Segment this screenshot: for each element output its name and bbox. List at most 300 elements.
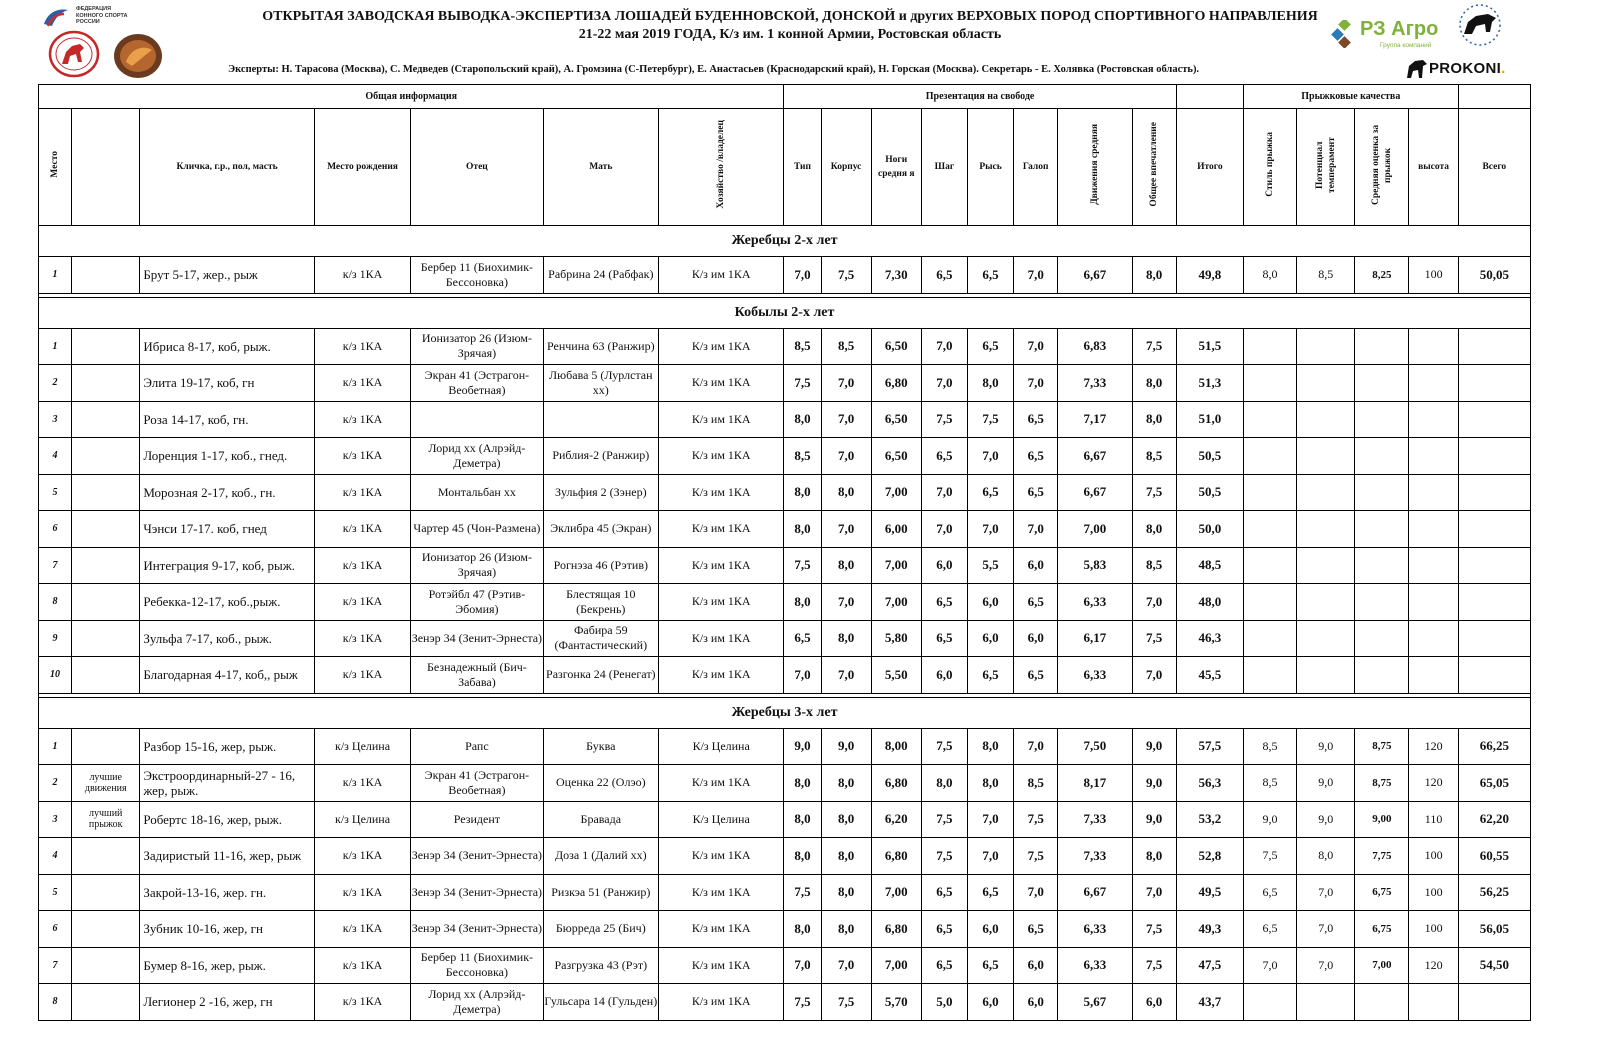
row-place: 2 <box>39 365 72 402</box>
row-total: 56,25 <box>1458 874 1530 911</box>
row-owner: К/з им 1КА <box>658 401 783 438</box>
table-row <box>39 474 1531 511</box>
table-row <box>39 584 1531 621</box>
row-type: 8,5 <box>784 328 821 365</box>
row-total <box>1458 620 1530 657</box>
row-father: Зенэр 34 (Зенит-Эрнеста) <box>411 620 543 657</box>
table-row <box>39 947 1531 984</box>
group-total-spacer <box>1458 85 1530 109</box>
row-owner: К/з им 1КА <box>658 657 783 694</box>
row-name: Брут 5-17, жер., рыж <box>140 257 315 294</box>
col-legs: Ноги средня я <box>871 109 921 226</box>
row-place: 3 <box>39 401 72 438</box>
row-height: 120 <box>1409 947 1458 984</box>
row-name: Зубник 10-16, жер, гн <box>140 911 315 948</box>
row-body: 8,5 <box>821 328 871 365</box>
row-body: 7,0 <box>821 511 871 548</box>
row-subtotal: 46,3 <box>1176 620 1243 657</box>
row-name: Бумер 8-16, жер, рыж. <box>140 947 315 984</box>
row-jump-avg <box>1355 328 1409 365</box>
row-gallop: 7,0 <box>1014 365 1058 402</box>
row-trot: 7,0 <box>967 438 1013 475</box>
row-impression: 8,5 <box>1132 438 1176 475</box>
row-birthplace: к/з 1КА <box>314 947 410 984</box>
row-trot: 6,0 <box>967 911 1013 948</box>
row-jump-style <box>1243 365 1296 402</box>
row-name: Ибриса 8-17, коб, рыж. <box>140 328 315 365</box>
row-jump-style: 9,0 <box>1243 801 1296 838</box>
row-jump-avg: 8,75 <box>1355 728 1409 765</box>
row-owner: К/з Целина <box>658 801 783 838</box>
row-height <box>1409 365 1458 402</box>
row-total: 56,05 <box>1458 911 1530 948</box>
row-name: Лоренция 1-17, коб., гнед. <box>140 438 315 475</box>
row-height <box>1409 438 1458 475</box>
title-line-2: 21-22 мая 2019 ГОДА, К/з им. 1 конной Армии, Ростовская область <box>578 27 1002 42</box>
row-total: 50,05 <box>1458 257 1530 294</box>
row-place: 3 <box>39 801 72 838</box>
row-father: Бербер 11 (Биохимик-Бессоновка) <box>411 257 543 294</box>
row-jump-avg <box>1355 547 1409 584</box>
row-mother: Фабира 59 (Фантастический) <box>543 620 658 657</box>
row-place: 6 <box>39 511 72 548</box>
row-trot: 8,0 <box>967 365 1013 402</box>
row-type: 8,0 <box>784 474 821 511</box>
col-owner: Хозяйство /владелец <box>658 109 783 226</box>
table-row <box>39 401 1531 438</box>
red-horse-emblem-icon <box>48 30 100 78</box>
row-impression: 8,0 <box>1132 838 1176 875</box>
results-body <box>39 226 1531 1021</box>
row-mother: Ренчина 63 (Ранжир) <box>543 328 658 365</box>
row-trot: 6,0 <box>967 584 1013 621</box>
row-walk: 6,5 <box>921 620 967 657</box>
row-height: 100 <box>1409 257 1458 294</box>
row-mother: Блестящая 10 (Бекрень) <box>543 584 658 621</box>
row-legs: 7,00 <box>871 584 921 621</box>
row-note <box>72 547 140 584</box>
row-subtotal: 50,5 <box>1176 474 1243 511</box>
row-note <box>72 474 140 511</box>
row-walk: 7,5 <box>921 401 967 438</box>
row-impression: 7,5 <box>1132 328 1176 365</box>
row-name: Экстроординарный-27 - 16, жер, рыж. <box>140 765 315 802</box>
row-trot: 7,0 <box>967 511 1013 548</box>
row-trot: 6,5 <box>967 657 1013 694</box>
group-general: Общая информация <box>39 85 784 109</box>
section-header <box>39 697 1531 728</box>
row-total: 66,25 <box>1458 728 1530 765</box>
row-owner: К/з им 1КА <box>658 765 783 802</box>
row-name: Разбор 15-16, жер, рыж. <box>140 728 315 765</box>
section-header <box>39 226 1531 257</box>
row-movement-avg: 6,33 <box>1058 584 1132 621</box>
row-legs: 7,00 <box>871 874 921 911</box>
row-note <box>72 438 140 475</box>
section-title: Жеребцы 2-х лет <box>39 226 1531 257</box>
row-trot: 7,5 <box>967 401 1013 438</box>
row-jump-avg <box>1355 657 1409 694</box>
row-owner: К/з им 1КА <box>658 511 783 548</box>
row-body: 7,0 <box>821 401 871 438</box>
row-note <box>72 620 140 657</box>
row-place: 7 <box>39 947 72 984</box>
row-birthplace: к/з 1КА <box>314 984 410 1021</box>
group-jumping: Прыжковые качества <box>1243 85 1458 109</box>
row-mother: Оценка 22 (Олэо) <box>543 765 658 802</box>
col-total: Всего <box>1458 109 1530 226</box>
row-movement-avg: 6,17 <box>1058 620 1132 657</box>
row-gallop: 8,5 <box>1014 765 1058 802</box>
row-owner: К/з Целина <box>658 728 783 765</box>
row-height: 100 <box>1409 874 1458 911</box>
row-body: 8,0 <box>821 474 871 511</box>
row-body: 8,0 <box>821 765 871 802</box>
row-type: 8,0 <box>784 765 821 802</box>
rz-agro-subtitle: Группа компаний <box>1380 42 1432 49</box>
row-walk: 6,5 <box>921 584 967 621</box>
col-father: Отец <box>411 109 543 226</box>
row-gallop: 7,5 <box>1014 801 1058 838</box>
col-jump-style: Стиль прыжка <box>1243 109 1296 226</box>
row-height <box>1409 401 1458 438</box>
row-impression: 7,5 <box>1132 947 1176 984</box>
row-gallop: 6,0 <box>1014 620 1058 657</box>
row-total: 60,55 <box>1458 838 1530 875</box>
row-body: 7,5 <box>821 257 871 294</box>
row-owner: К/з им 1КА <box>658 874 783 911</box>
table-row <box>39 328 1531 365</box>
row-subtotal: 51,0 <box>1176 401 1243 438</box>
row-impression: 8,0 <box>1132 401 1176 438</box>
brown-circle-emblem-icon <box>112 32 164 80</box>
table-row <box>39 257 1531 294</box>
row-body: 7,0 <box>821 947 871 984</box>
row-jump-style <box>1243 511 1296 548</box>
row-type: 7,0 <box>784 947 821 984</box>
row-subtotal: 51,5 <box>1176 328 1243 365</box>
table-row <box>39 984 1531 1021</box>
row-height <box>1409 328 1458 365</box>
row-owner: К/з им 1КА <box>658 838 783 875</box>
row-height <box>1409 984 1458 1021</box>
table-row <box>39 511 1531 548</box>
row-movement-avg: 7,00 <box>1058 511 1132 548</box>
row-walk: 5,0 <box>921 984 967 1021</box>
row-place: 8 <box>39 984 72 1021</box>
row-jump-style: 7,0 <box>1243 947 1296 984</box>
row-birthplace: к/з 1КА <box>314 620 410 657</box>
row-name: Ребекка-12-17, коб.,рыж. <box>140 584 315 621</box>
row-owner: К/з им 1КА <box>658 947 783 984</box>
row-jump-style <box>1243 584 1296 621</box>
row-body: 7,0 <box>821 657 871 694</box>
row-jump-style: 6,5 <box>1243 911 1296 948</box>
row-impression: 6,0 <box>1132 984 1176 1021</box>
group-spacer <box>1176 85 1243 109</box>
col-temperament: Потенциал темперамент <box>1297 109 1355 226</box>
row-owner: К/з им 1КА <box>658 547 783 584</box>
table-row <box>39 801 1531 838</box>
row-jump-style <box>1243 620 1296 657</box>
table-row <box>39 657 1531 694</box>
row-mother: Гульсара 14 (Гульден) <box>543 984 658 1021</box>
row-legs: 6,80 <box>871 838 921 875</box>
fks-emblem-icon <box>42 6 70 28</box>
row-gallop: 7,0 <box>1014 257 1058 294</box>
row-type: 8,0 <box>784 838 821 875</box>
row-height <box>1409 584 1458 621</box>
row-gallop: 6,5 <box>1014 401 1058 438</box>
row-owner: К/з им 1КА <box>658 474 783 511</box>
row-temperament <box>1297 365 1355 402</box>
row-birthplace: к/з 1КА <box>314 365 410 402</box>
row-gallop: 6,0 <box>1014 984 1058 1021</box>
row-temperament <box>1297 438 1355 475</box>
row-birthplace: к/з 1КА <box>314 328 410 365</box>
row-name: Зульфа 7-17, коб., рыж. <box>140 620 315 657</box>
title-line-1: ОТКРЫТАЯ ЗАВОДСКАЯ ВЫВОДКА-ЭКСПЕРТИЗА ЛОШАДЕЙ БУДЕННОВСКОЙ, ДОНСКОЙ и других ВЕРХОВЫХ ПОРОД СПОРТИВНОГО НАПРАВЛЕНИЯ <box>262 9 1318 24</box>
row-owner: К/з им 1КА <box>658 365 783 402</box>
row-jump-avg: 8,75 <box>1355 765 1409 802</box>
row-walk: 7,5 <box>921 838 967 875</box>
row-name: Благодарная 4-17, коб,, рыж <box>140 657 315 694</box>
row-temperament <box>1297 657 1355 694</box>
row-body: 8,0 <box>821 911 871 948</box>
row-movement-avg: 7,33 <box>1058 801 1132 838</box>
row-father: Лорид хх (Алрэйд-Деметра) <box>411 438 543 475</box>
row-impression: 9,0 <box>1132 801 1176 838</box>
row-note: лучшие движения <box>72 765 140 802</box>
row-temperament: 8,0 <box>1297 838 1355 875</box>
row-gallop: 6,5 <box>1014 657 1058 694</box>
row-legs: 5,70 <box>871 984 921 1021</box>
row-birthplace: к/з 1КА <box>314 257 410 294</box>
row-note <box>72 657 140 694</box>
row-note <box>72 728 140 765</box>
row-birthplace: к/з 1КА <box>314 657 410 694</box>
row-father: Зенэр 34 (Зенит-Эрнеста) <box>411 838 543 875</box>
row-trot: 6,5 <box>967 328 1013 365</box>
row-type: 7,5 <box>784 984 821 1021</box>
col-birthplace: Место рождения <box>314 109 410 226</box>
row-note <box>72 511 140 548</box>
row-mother: Риблия-2 (Ранжир) <box>543 438 658 475</box>
row-legs: 6,50 <box>871 328 921 365</box>
row-temperament <box>1297 547 1355 584</box>
row-type: 8,0 <box>784 584 821 621</box>
row-total <box>1458 401 1530 438</box>
row-walk: 7,0 <box>921 365 967 402</box>
row-subtotal: 47,5 <box>1176 947 1243 984</box>
row-mother: Любава 5 (Лурлстан хх) <box>543 365 658 402</box>
row-legs: 8,00 <box>871 728 921 765</box>
row-movement-avg: 6,83 <box>1058 328 1132 365</box>
row-place: 8 <box>39 584 72 621</box>
row-total <box>1458 547 1530 584</box>
row-temperament: 7,0 <box>1297 911 1355 948</box>
row-height: 120 <box>1409 728 1458 765</box>
row-walk: 6,5 <box>921 947 967 984</box>
row-trot: 6,0 <box>967 984 1013 1021</box>
row-body: 8,0 <box>821 874 871 911</box>
row-jump-style <box>1243 547 1296 584</box>
rz-agro-logo <box>1330 12 1440 54</box>
row-temperament <box>1297 984 1355 1021</box>
table-row <box>39 874 1531 911</box>
row-jump-style: 8,5 <box>1243 765 1296 802</box>
col-height: высота <box>1409 109 1458 226</box>
row-father: Экран 41 (Эстрагон-Веобетная) <box>411 765 543 802</box>
row-name: Задиристый 11-16, жер, рыж <box>140 838 315 875</box>
row-father: Зенэр 34 (Зенит-Эрнеста) <box>411 874 543 911</box>
row-impression: 8,0 <box>1132 365 1176 402</box>
row-note: лучший прыжок <box>72 801 140 838</box>
row-walk: 7,5 <box>921 801 967 838</box>
row-trot: 7,0 <box>967 838 1013 875</box>
row-subtotal: 50,0 <box>1176 511 1243 548</box>
row-birthplace: к/з Целина <box>314 728 410 765</box>
row-walk: 6,5 <box>921 911 967 948</box>
row-place: 5 <box>39 874 72 911</box>
row-jump-style <box>1243 438 1296 475</box>
row-type: 6,5 <box>784 620 821 657</box>
row-impression: 7,0 <box>1132 584 1176 621</box>
row-jump-avg <box>1355 511 1409 548</box>
row-legs: 6,80 <box>871 911 921 948</box>
row-walk: 7,0 <box>921 511 967 548</box>
row-impression: 8,0 <box>1132 257 1176 294</box>
row-total: 65,05 <box>1458 765 1530 802</box>
row-name: Морозная 2-17, коб., гн. <box>140 474 315 511</box>
row-legs: 6,80 <box>871 765 921 802</box>
col-trot: Рысь <box>967 109 1013 226</box>
col-jump-avg: Средняя оценка за прыжок <box>1355 109 1409 226</box>
table-row <box>39 438 1531 475</box>
row-gallop: 6,5 <box>1014 438 1058 475</box>
fks-logo-text: ФЕДЕРАЦИЯ КОННОГО СПОРТА РОССИИ <box>76 6 128 25</box>
row-birthplace: к/з 1КА <box>314 584 410 621</box>
row-body: 7,0 <box>821 438 871 475</box>
row-body: 7,0 <box>821 365 871 402</box>
table-row <box>39 365 1531 402</box>
row-subtotal: 48,5 <box>1176 547 1243 584</box>
prokoni-logo <box>1405 56 1515 82</box>
row-mother: Зульфия 2 (Зэнер) <box>543 474 658 511</box>
row-height <box>1409 657 1458 694</box>
row-total <box>1458 438 1530 475</box>
group-presentation: Презентация на свободе <box>784 85 1176 109</box>
row-temperament: 9,0 <box>1297 765 1355 802</box>
rz-diamonds-icon <box>1330 20 1358 48</box>
row-birthplace: к/з 1КА <box>314 547 410 584</box>
row-type: 7,5 <box>784 874 821 911</box>
row-birthplace: к/з 1КА <box>314 438 410 475</box>
row-total: 54,50 <box>1458 947 1530 984</box>
row-walk: 7,5 <box>921 728 967 765</box>
row-jump-avg <box>1355 584 1409 621</box>
row-gallop: 7,0 <box>1014 511 1058 548</box>
row-gallop: 7,5 <box>1014 838 1058 875</box>
row-name: Чэнси 17-17. коб, гнед <box>140 511 315 548</box>
experts-line: Эксперты: Н. Тарасова (Москва), С. Медведев (Старопольский край), А. Громзина (С-Петербург), Е. Анастасьев (Краснодарский край), Н. Горская (Москва). Секретарь - Е. Холявка (Ростовская область). <box>228 64 1200 75</box>
row-movement-avg: 6,33 <box>1058 657 1132 694</box>
row-gallop: 6,0 <box>1014 947 1058 984</box>
row-type: 8,0 <box>784 511 821 548</box>
row-total <box>1458 657 1530 694</box>
row-legs: 7,00 <box>871 947 921 984</box>
row-birthplace: к/з 1КА <box>314 474 410 511</box>
row-type: 7,0 <box>784 257 821 294</box>
row-legs: 6,00 <box>871 511 921 548</box>
row-owner: К/з им 1КА <box>658 438 783 475</box>
col-mother: Мать <box>543 109 658 226</box>
row-temperament: 7,0 <box>1297 874 1355 911</box>
row-mother: Буква <box>543 728 658 765</box>
row-subtotal: 53,2 <box>1176 801 1243 838</box>
row-jump-avg: 6,75 <box>1355 911 1409 948</box>
table-row <box>39 838 1531 875</box>
row-legs: 7,30 <box>871 257 921 294</box>
col-subtotal: Итого <box>1176 109 1243 226</box>
row-father: Ротэйбл 47 (Рэтив-Эбомия) <box>411 584 543 621</box>
row-jump-avg <box>1355 984 1409 1021</box>
row-place: 5 <box>39 474 72 511</box>
row-mother: Ризкэа 51 (Ранжир) <box>543 874 658 911</box>
row-temperament <box>1297 584 1355 621</box>
row-note <box>72 911 140 948</box>
row-trot: 8,0 <box>967 728 1013 765</box>
row-movement-avg: 6,67 <box>1058 874 1132 911</box>
row-body: 8,0 <box>821 801 871 838</box>
row-temperament <box>1297 511 1355 548</box>
row-movement-avg: 7,33 <box>1058 365 1132 402</box>
row-birthplace: к/з 1КА <box>314 911 410 948</box>
row-jump-style: 8,5 <box>1243 728 1296 765</box>
row-name: Интеграция 9-17, коб, рыж. <box>140 547 315 584</box>
row-movement-avg: 5,83 <box>1058 547 1132 584</box>
row-impression: 7,5 <box>1132 474 1176 511</box>
row-impression: 7,0 <box>1132 657 1176 694</box>
row-mother: Разгрузка 43 (Рэт) <box>543 947 658 984</box>
row-type: 7,5 <box>784 365 821 402</box>
row-height <box>1409 511 1458 548</box>
results-table <box>38 84 1531 1021</box>
row-type: 9,0 <box>784 728 821 765</box>
row-trot: 5,5 <box>967 547 1013 584</box>
row-impression: 7,5 <box>1132 911 1176 948</box>
row-subtotal: 48,0 <box>1176 584 1243 621</box>
row-body: 8,0 <box>821 620 871 657</box>
row-place: 2 <box>39 765 72 802</box>
row-gallop: 6,0 <box>1014 547 1058 584</box>
row-total <box>1458 328 1530 365</box>
row-jump-style <box>1243 401 1296 438</box>
row-trot: 7,0 <box>967 801 1013 838</box>
row-subtotal: 52,8 <box>1176 838 1243 875</box>
row-note <box>72 874 140 911</box>
row-total <box>1458 474 1530 511</box>
row-jump-avg: 7,00 <box>1355 947 1409 984</box>
col-gallop: Галоп <box>1014 109 1058 226</box>
row-name: Легионер 2 -16, жер, гн <box>140 984 315 1021</box>
row-trot: 6,5 <box>967 874 1013 911</box>
row-movement-avg: 6,33 <box>1058 947 1132 984</box>
row-type: 8,0 <box>784 911 821 948</box>
row-jump-avg <box>1355 438 1409 475</box>
row-temperament <box>1297 474 1355 511</box>
row-birthplace: к/з 1КА <box>314 511 410 548</box>
